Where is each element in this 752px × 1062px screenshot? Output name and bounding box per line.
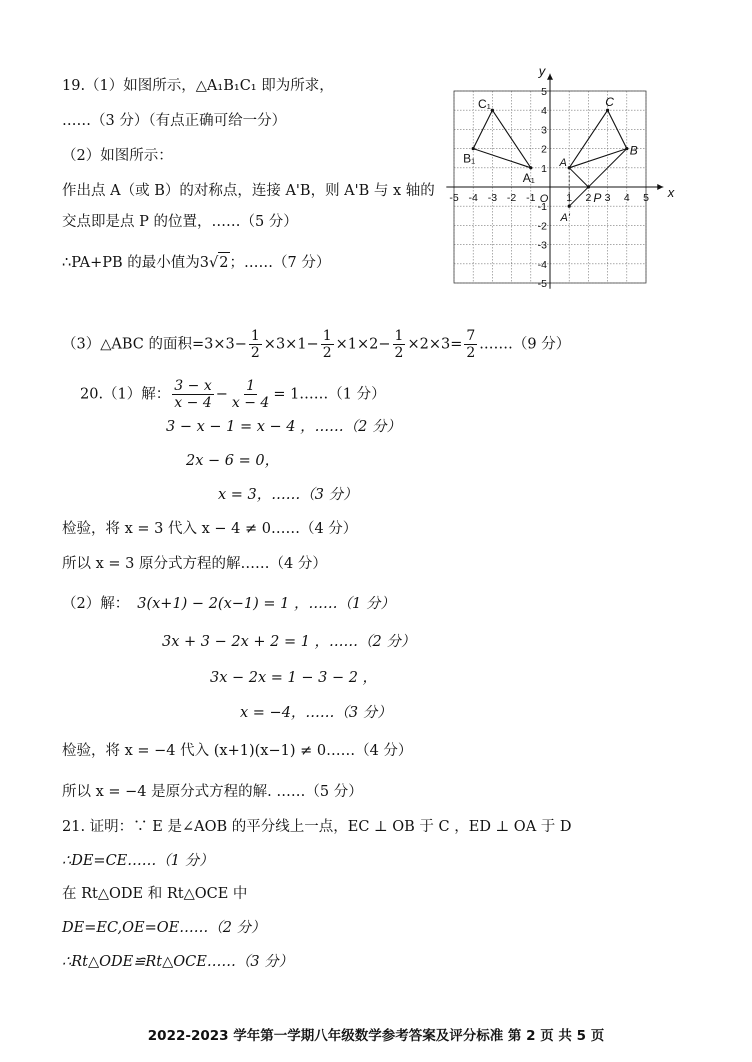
q20-part2-step1: 3(x+1) − 2(x−1) = 1 ，……（1 分） — [137, 596, 395, 612]
label-a1: A₁ — [522, 170, 535, 185]
minus-sign: − — [215, 386, 228, 403]
q20-part2-conclusion: 所以 x = −4 是原分式方程的解. ……（5 分） — [62, 784, 363, 800]
area-score: .……（9 分） — [479, 336, 571, 353]
y-tick-label: -4 — [537, 258, 547, 271]
fraction-half-3: $\frac{1}{2}$ — [394, 328, 404, 361]
x-tick-label: -5 — [449, 192, 459, 204]
q19-line1: 19.（1）如图所示，△A₁B₁C₁ 即为所求， — [62, 78, 334, 94]
point-p — [587, 185, 590, 188]
y-axis-label: y — [538, 63, 546, 79]
label-b: B — [629, 143, 638, 158]
q20-part2-step2: 3x + 3 − 2x + 2 = 1 ，……（2 分） — [162, 634, 416, 650]
equals-one: = 1……（1 分） — [273, 386, 386, 403]
point-c1 — [491, 109, 494, 112]
q20-part1-step4: x = 3，……（3 分） — [218, 487, 358, 503]
point-a1 — [529, 166, 532, 169]
q20-part2-check: 检验，将 x = −4 代入 (x+1)(x−1) ≠ 0……（4 分） — [62, 743, 413, 759]
q20-part2-step3: 3x − 2x = 1 − 3 − 2 ， — [210, 670, 378, 686]
origin-label: O — [539, 193, 549, 205]
q20-part1-check: 检验，将 x = 3 代入 x − 4 ≠ 0……（4 分） — [62, 521, 358, 537]
q20-part1-step3: 2x − 6 = 0， — [186, 453, 280, 469]
x-axis-arrow — [657, 184, 663, 190]
x-tick-label: -3 — [487, 192, 498, 204]
x-tick-label: 2 — [585, 192, 592, 204]
y-tick-label: 4 — [541, 105, 547, 118]
area-text-b: ×3×1− — [263, 336, 319, 353]
q19-line2: ……（3 分）（有点正确可给一分） — [62, 113, 287, 129]
point-b1 — [472, 147, 475, 150]
y-tick-label: -1 — [537, 201, 547, 214]
line-a-p — [569, 168, 588, 187]
x-tick-label: 4 — [623, 192, 630, 204]
q20-part2-line1 — [62, 594, 395, 614]
q19-line3: （2）如图所示： — [62, 148, 173, 164]
y-tick-label: 3 — [541, 124, 547, 137]
point-a — [568, 166, 571, 169]
x-tick-label: 3 — [604, 192, 611, 204]
area-text-d: ×2×3= — [407, 336, 463, 353]
q19-line5: 交点即是点 P 的位置，……（5 分） — [62, 214, 298, 230]
fraction-half-1: $\frac{1}{2}$ — [250, 328, 260, 361]
q19-line6 — [62, 252, 330, 273]
q21-line1: 21. 证明：∵ E 是∠AOB 的平分线上一点，EC ⊥ OB 于 C ，ED ⊥ OA 于 D — [62, 819, 572, 835]
x-axis-label: x — [667, 185, 675, 200]
triangle-abc — [569, 110, 627, 168]
sqrt-expression: 3 √ 2 — [200, 252, 230, 273]
q19-line4: 作出点 A（或 B）的对称点，连接 A'B，则 A'B 与 x 轴的 — [62, 183, 435, 199]
q21-line5: ∴Rt△ODE≌Rt△OCE……（3 分） — [62, 954, 294, 970]
y-tick-label: 2 — [541, 143, 547, 156]
label-aprime: A' — [560, 212, 570, 225]
label-c: C — [605, 95, 614, 110]
q19-line7 — [62, 328, 570, 361]
triangle-a1b1c1 — [473, 110, 531, 168]
y-axis-arrow — [547, 74, 553, 80]
x-tick-label: 1 — [566, 192, 573, 204]
q20-part2-label: （2）解： — [62, 596, 130, 612]
q19-min-text: ∴PA+PB 的最小值为 — [62, 255, 200, 271]
q19-score7: ；……（7 分） — [229, 255, 331, 271]
sqrt-radicand: 2 — [218, 252, 229, 273]
x-tick-label: -2 — [506, 192, 517, 204]
label-p: P — [593, 191, 602, 205]
label-b1: B₁ — [463, 151, 476, 166]
y-tick-label: -3 — [537, 239, 547, 252]
q21-line2: ∴DE=CE……（1 分） — [62, 853, 214, 869]
fraction-1-over-x-minus-4: $\frac{1}{x - 4}$ — [231, 378, 270, 411]
area-text-c: ×1×2− — [335, 336, 391, 353]
q21-line4: DE=EC,OE=OE……（2 分） — [62, 920, 266, 936]
point-aprime — [568, 205, 571, 208]
q20-part1-conclusion: 所以 x = 3 原分式方程的解……（4 分） — [62, 556, 327, 572]
x-tick-label: -1 — [526, 192, 536, 204]
fraction-3-minus-x: $\frac{3 - x}{x - 4}$ — [174, 378, 212, 411]
point-b — [625, 147, 628, 150]
page-footer: 2022-2023 学年第一学期八年级数学参考答案及评分标准 第 2 页 共 5 页 — [147, 1028, 605, 1044]
q20-part1-step2: 3 − x − 1 = x − 4 ，……（2 分） — [166, 419, 401, 435]
q20-part1-line1 — [80, 378, 386, 411]
coordinate-graph — [449, 63, 684, 292]
label-a: A — [559, 156, 567, 169]
x-tick-label: 5 — [643, 192, 649, 204]
y-tick-label: 1 — [541, 162, 547, 175]
label-c1: C₁ — [478, 97, 491, 112]
y-tick-label: -5 — [537, 278, 547, 290]
fraction-result: $\frac{7}{2}$ — [466, 328, 476, 361]
q20-part2-step4: x = −4，……（3 分） — [240, 705, 392, 721]
q21-line3: 在 Rt△ODE 和 Rt△OCE 中 — [62, 886, 248, 902]
y-tick-label: 5 — [541, 86, 547, 98]
y-tick-label: -2 — [537, 220, 547, 233]
area-text-a: （3）△ABC 的面积=3×3− — [62, 336, 247, 353]
q20-part1-label: 20.（1）解： — [80, 386, 171, 403]
sqrt-coefficient: 3 — [199, 255, 210, 271]
x-tick-label: -4 — [468, 192, 478, 204]
fraction-half-2: $\frac{1}{2}$ — [322, 328, 332, 361]
